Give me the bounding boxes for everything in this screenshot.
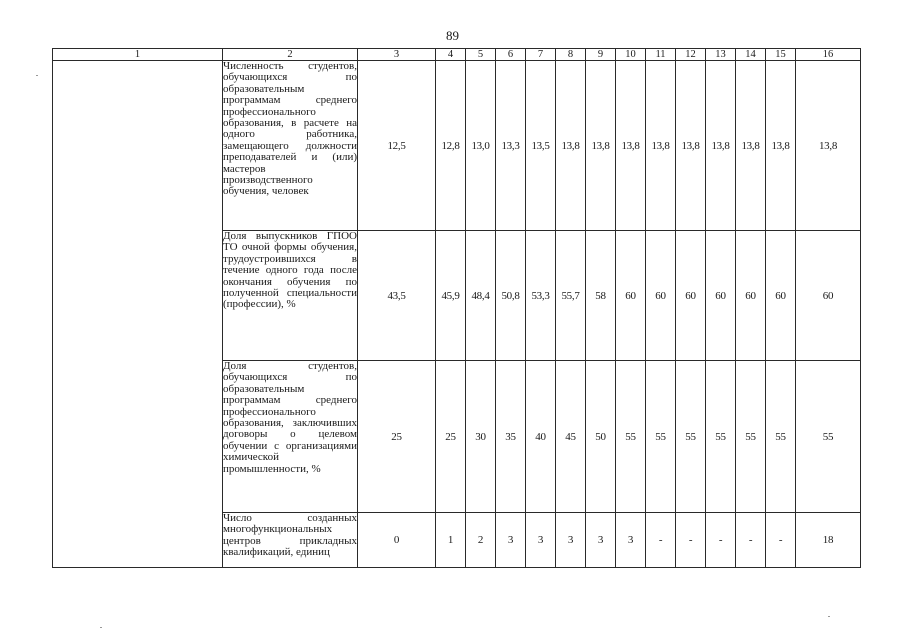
col-header-15: 15: [766, 49, 796, 61]
value-cell: 45,9: [436, 231, 466, 361]
col-header-8: 8: [556, 49, 586, 61]
value-cell: 55: [646, 361, 676, 513]
value-cell: 43,5: [358, 231, 436, 361]
col-header-4: 4: [436, 49, 466, 61]
value-cell: 60: [676, 231, 706, 361]
value-cell: 13,8: [586, 61, 616, 231]
indicator-cell: Численность студентов, обучающихся по образовательным программам среднего профессионального образования, в расчете на одного работника, замещающего должности преподавателей и (или) мастеров производственного обучения, человек: [223, 61, 358, 231]
col-header-2: 2: [223, 49, 358, 61]
scan-speck: [828, 616, 830, 617]
value-cell: 60: [796, 231, 861, 361]
col-header-6: 6: [496, 49, 526, 61]
value-cell: 13,8: [706, 61, 736, 231]
value-cell: 13,8: [616, 61, 646, 231]
col-header-5: 5: [466, 49, 496, 61]
value-cell: -: [706, 513, 736, 568]
value-cell: 0: [358, 513, 436, 568]
value-cell: 25: [436, 361, 466, 513]
indicators-table: [52, 48, 861, 568]
value-cell: 13,3: [496, 61, 526, 231]
value-cell: 50,8: [496, 231, 526, 361]
col-header-1: 1: [53, 49, 223, 61]
value-cell: 13,8: [796, 61, 861, 231]
indicator-cell: Доля выпускников ГПОО ТО очной формы обучения, трудоустроившихся в течение одного года после окончания обучения по полученной специальности (профессии), %: [223, 231, 358, 361]
value-cell: 55: [796, 361, 861, 513]
col-header-9: 9: [586, 49, 616, 61]
col-header-7: 7: [526, 49, 556, 61]
value-cell: 13,5: [526, 61, 556, 231]
header-row: [53, 49, 861, 61]
value-cell: 40: [526, 361, 556, 513]
value-cell: 55: [676, 361, 706, 513]
value-cell: -: [736, 513, 766, 568]
col-header-3: 3: [358, 49, 436, 61]
value-cell: 3: [556, 513, 586, 568]
scan-speck: [36, 75, 38, 76]
value-cell: 60: [766, 231, 796, 361]
value-cell: 13,0: [466, 61, 496, 231]
value-cell: 60: [616, 231, 646, 361]
value-cell: 3: [496, 513, 526, 568]
value-cell: 53,3: [526, 231, 556, 361]
page-number: 89: [446, 28, 459, 43]
value-cell: 3: [586, 513, 616, 568]
value-cell: 50: [586, 361, 616, 513]
value-cell: 30: [466, 361, 496, 513]
indicator-cell: Доля студентов, обучающихся по образовательным программам среднего профессионального образования, заключивших договоры о целевом обучении с организациями химической промышленности, %: [223, 361, 358, 513]
value-cell: -: [676, 513, 706, 568]
col-header-12: 12: [676, 49, 706, 61]
value-cell: 13,8: [676, 61, 706, 231]
value-cell: 35: [496, 361, 526, 513]
value-cell: 48,4: [466, 231, 496, 361]
value-cell: 60: [736, 231, 766, 361]
value-cell: -: [646, 513, 676, 568]
col-header-14: 14: [736, 49, 766, 61]
value-cell: 60: [646, 231, 676, 361]
value-cell: 13,8: [556, 61, 586, 231]
scan-speck: [100, 627, 102, 628]
value-cell: 18: [796, 513, 861, 568]
empty-first-column-cell: [53, 61, 223, 568]
value-cell: 1: [436, 513, 466, 568]
col-header-16: 16: [796, 49, 861, 61]
value-cell: 55: [736, 361, 766, 513]
indicator-cell: Число созданных многофункциональных центров прикладных квалификаций, единиц: [223, 513, 358, 568]
value-cell: 55: [706, 361, 736, 513]
value-cell: 3: [526, 513, 556, 568]
value-cell: 13,8: [766, 61, 796, 231]
value-cell: 45: [556, 361, 586, 513]
value-cell: 3: [616, 513, 646, 568]
col-header-10: 10: [616, 49, 646, 61]
value-cell: 25: [358, 361, 436, 513]
value-cell: 55,7: [556, 231, 586, 361]
value-cell: 13,8: [646, 61, 676, 231]
value-cell: 60: [706, 231, 736, 361]
value-cell: 12,5: [358, 61, 436, 231]
col-header-13: 13: [706, 49, 736, 61]
col-header-11: 11: [646, 49, 676, 61]
value-cell: 13,8: [736, 61, 766, 231]
value-cell: 2: [466, 513, 496, 568]
value-cell: -: [766, 513, 796, 568]
value-cell: 55: [766, 361, 796, 513]
value-cell: 55: [616, 361, 646, 513]
value-cell: 12,8: [436, 61, 466, 231]
table-row: [53, 61, 861, 231]
value-cell: 58: [586, 231, 616, 361]
